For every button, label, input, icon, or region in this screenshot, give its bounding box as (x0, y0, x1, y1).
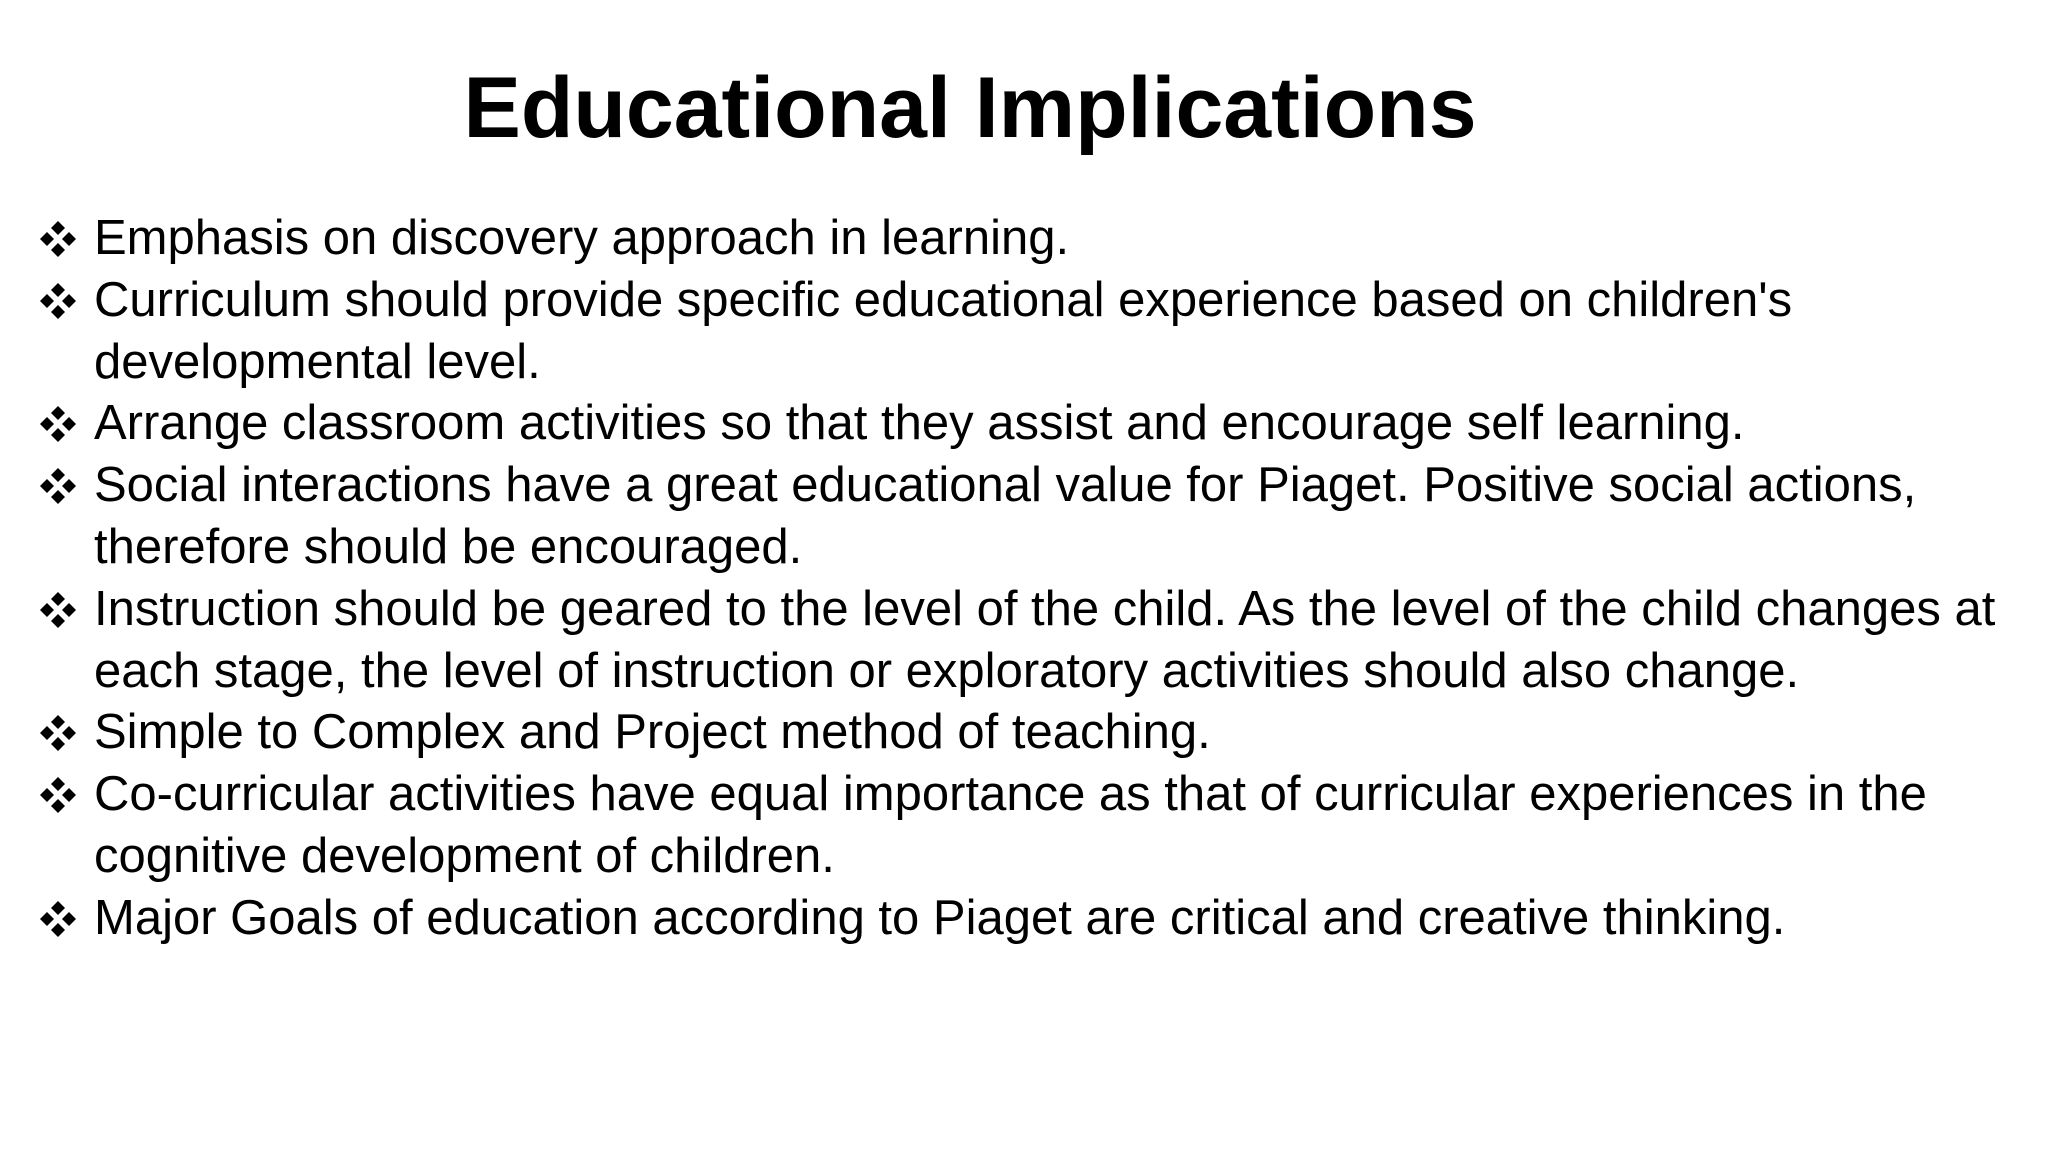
four-diamond-bullet-icon (38, 579, 84, 641)
bullet-text: Emphasis on discovery approach in learning. (94, 211, 1070, 265)
four-diamond-bullet-icon (38, 888, 84, 950)
four-diamond-bullet-icon (38, 764, 84, 826)
list-item (38, 888, 2028, 950)
four-diamond-bullet-icon (38, 455, 84, 517)
list-item (38, 764, 2028, 888)
bullet-text: Social interactions have a great educational value for Piaget. Positive social actions, therefore should be encouraged. (94, 458, 1917, 574)
bullet-text: Major Goals of education according to Piaget are critical and creative thinking. (94, 890, 1786, 945)
list-item (38, 270, 2028, 394)
four-diamond-bullet-icon (38, 270, 84, 332)
bullet-text: Arrange classroom activities so that they assist and encourage self learning. (94, 396, 1745, 451)
four-diamond-bullet-icon (38, 208, 84, 270)
list-item (38, 455, 2028, 579)
bullet-text: Curriculum should provide specific educational experience based on children's developmental level. (94, 272, 1793, 389)
list-item (38, 579, 2028, 703)
four-diamond-bullet-icon (38, 393, 84, 455)
list-item (38, 208, 2028, 270)
bullet-text: Co-curricular activities have equal importance as that of curricular experiences in the cognitive development of children. (94, 767, 1927, 883)
bullet-text: Simple to Complex and Project method of teaching. (94, 705, 1211, 760)
bullet-list (38, 208, 2028, 950)
list-item (38, 393, 2028, 455)
bullet-text: Instruction should be geared to the level of the child. As the level of the child changes at each stage, the level of instruction or exploratory activities should also change. (94, 581, 1996, 698)
list-item (38, 702, 2028, 764)
four-diamond-bullet-icon (38, 702, 84, 764)
slide-title: Educational Implications (463, 60, 1477, 156)
